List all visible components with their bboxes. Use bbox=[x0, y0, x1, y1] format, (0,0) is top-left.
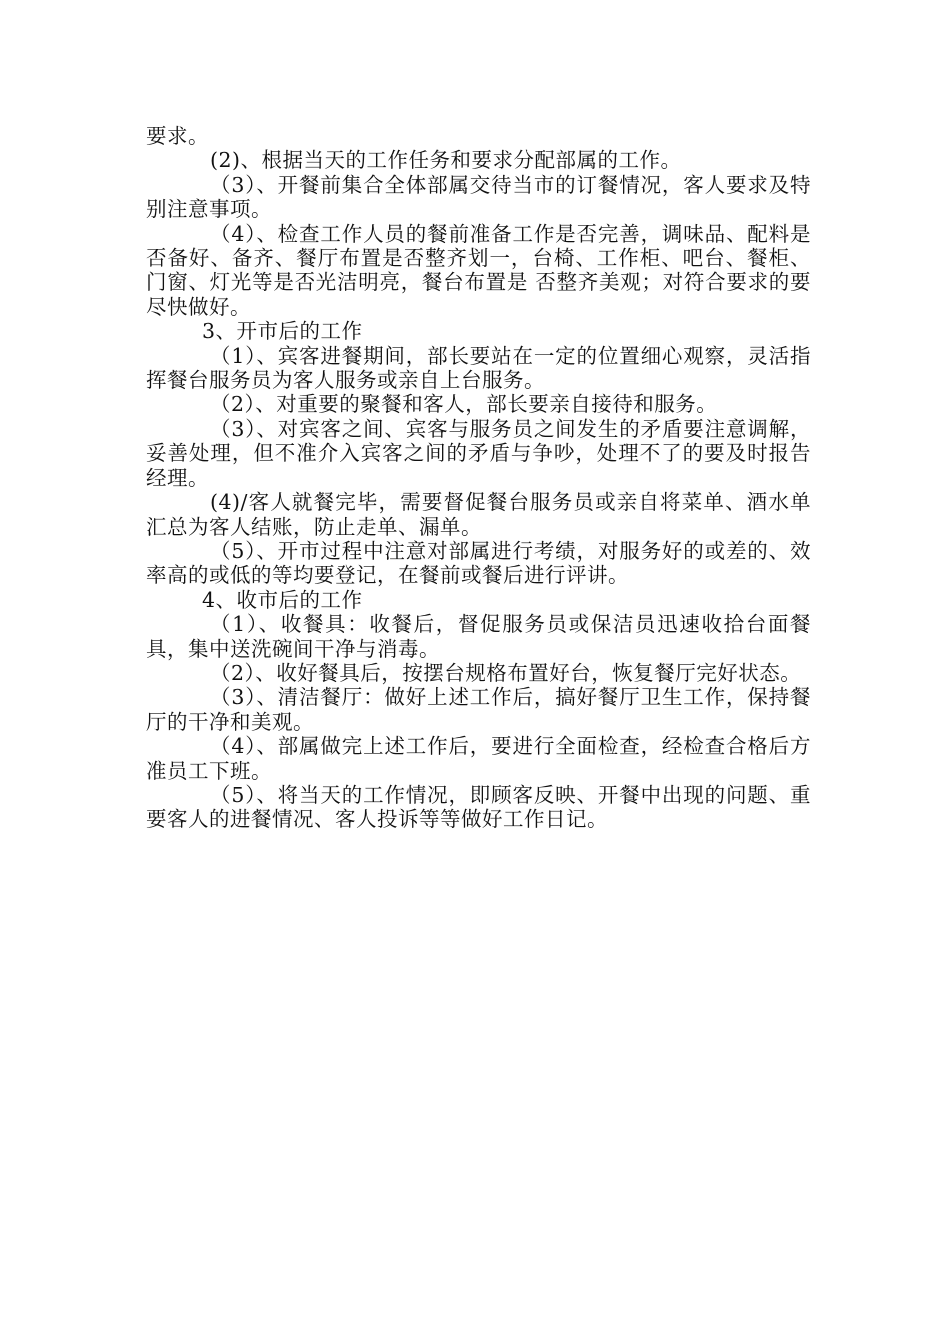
paragraph-item-3-4: (4)/客人就餐完毕，需要督促餐台服务员或亲自将菜单、酒水单汇总为客人结账，防止走单、漏单。 bbox=[146, 490, 811, 539]
paragraph-item-3-2: （2）、对重要的聚餐和客人，部长要亲自接待和服务。 bbox=[210, 392, 718, 417]
paragraph-item-2-4: （4）、检查工作人员的餐前准备工作是否完善，调味品、配料是否备好、备齐、餐厅布置是否整齐划一，台椅、工作柜、吧台、餐柜、门窗、灯光等是否光洁明亮，餐台布置是 否整齐美观；对符合要求的要尽快做好。 bbox=[146, 221, 811, 319]
paragraph-continuation: 要求。 bbox=[146, 124, 209, 148]
paragraph-item-4-5: （5）、将当天的工作情况，即顾客反映、开餐中出现的问题、重要客人的进餐情况、客人投诉等等做好工作日记。 bbox=[146, 782, 811, 832]
paragraph-item-2-2: (2)、根据当天的工作任务和要求分配部属的工作。 bbox=[210, 148, 682, 173]
section-heading-3: 3、开市后的工作 bbox=[202, 319, 363, 344]
paragraph-item-3-1: （1）、宾客进餐期间，部长要站在一定的位置细心观察，灵活指挥餐台服务员为客人服务或亲自上台服务。 bbox=[146, 343, 811, 393]
paragraph-item-3-3: （3）、对宾客之间、宾客与服务员之间发生的矛盾要注意调解，妥善处理，但不准介入宾客之间的矛盾与争吵，处理不了的要及时报告经理。 bbox=[146, 416, 811, 490]
paragraph-item-4-1: （1）、收餐具：收餐后，督促服务员或保洁员迅速收拾台面餐具，集中送洗碗间干净与消毒。 bbox=[146, 612, 811, 661]
paragraph-item-3-5: （5）、开市过程中注意对部属进行考绩，对服务好的或差的、效率高的或低的等均要登记，在餐前或餐后进行评讲。 bbox=[146, 538, 811, 588]
paragraph-item-2-3: （3）、开餐前集合全体部属交待当市的订餐情况，客人要求及特别注意事项。 bbox=[146, 172, 811, 222]
document-body bbox=[146, 124, 811, 832]
paragraph-item-4-2: （2）、收好餐具后，按摆台规格布置好台，恢复餐厅完好状态。 bbox=[210, 660, 802, 685]
paragraph-item-4-3: （3）、清洁餐厅：做好上述工作后，搞好餐厅卫生工作，保持餐厅的干净和美观。 bbox=[146, 685, 811, 734]
paragraph-item-4-4: （4）、部属做完上述工作后，要进行全面检查，经检查合格后方准员工下班。 bbox=[146, 734, 811, 783]
section-heading-4: 4、收市后的工作 bbox=[202, 587, 363, 612]
